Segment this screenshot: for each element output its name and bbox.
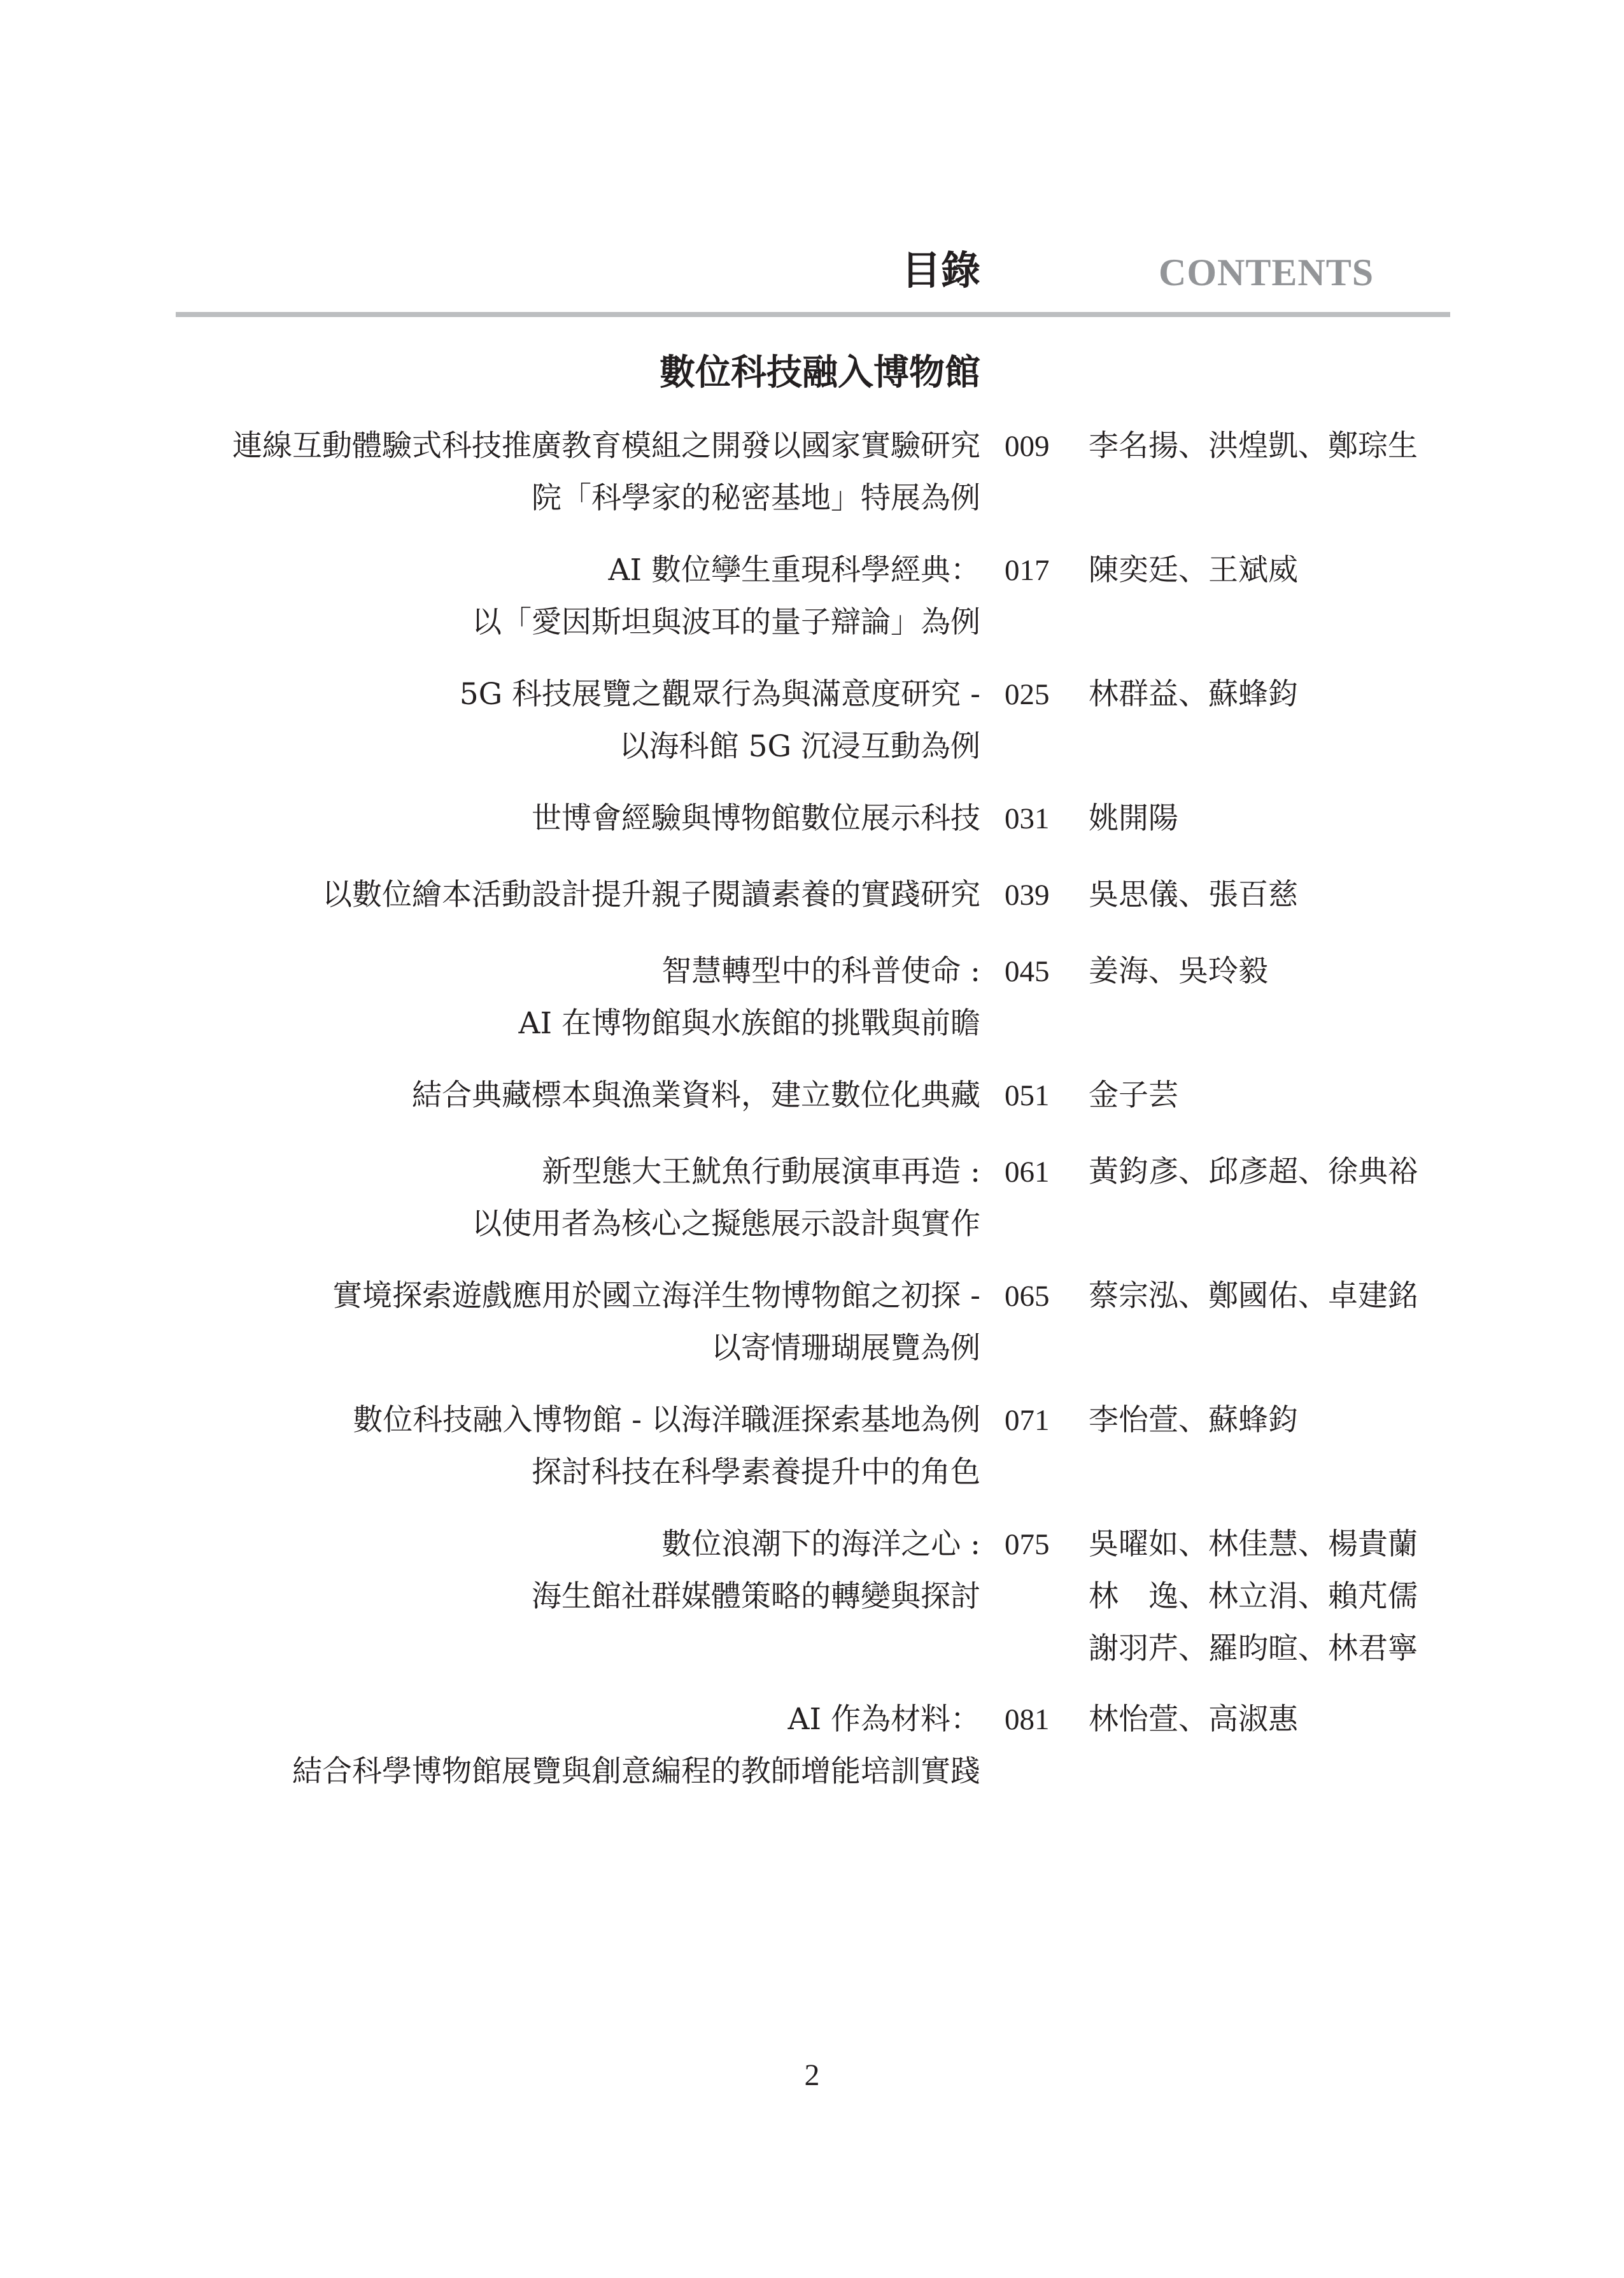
header-rule (176, 312, 1450, 317)
toc-entry-author-line: 陳奕廷、王斌威 (1089, 553, 1298, 588)
contents-title-zh: 目錄 (901, 247, 980, 294)
toc-entry-title-line: 連線互動體驗式科技推廣教育模組之開發以國家實驗研究 (232, 428, 980, 463)
toc-entry-authors (1089, 1070, 1471, 1122)
toc-entry-title-line: 院「科學家的秘密基地」特展為例 (532, 481, 980, 516)
toc-entry-authors (1089, 945, 1471, 998)
toc-entry-title (95, 1694, 980, 1798)
toc-entry-title-line: 世博會經驗與博物館數位展示科技 (532, 801, 980, 836)
toc-entry-title (95, 1270, 980, 1375)
toc-entry-title (95, 1146, 980, 1250)
toc-entry-title-line: 探討科技在科學素養提升中的角色 (532, 1455, 980, 1490)
toc-entry-author-line: 金子芸 (1089, 1078, 1178, 1113)
toc-entry[interactable] (95, 1518, 1464, 1697)
toc-entry-title-line: 5G 科技展覽之觀眾行為與滿意度研究 - (459, 677, 980, 712)
toc-entry-title (95, 793, 980, 845)
toc-entry[interactable] (95, 544, 1464, 672)
toc-entry-title-line: AI 作為材料： (787, 1702, 980, 1737)
toc-entry-authors (1089, 1694, 1471, 1746)
toc-entry-title-line: 以「愛因斯坦與波耳的量子辯論」為例 (472, 605, 980, 640)
toc-entry-authors (1089, 793, 1471, 845)
toc-entry-title-line: AI 數位孿生重現科學經典： (608, 553, 980, 588)
toc-entry-page: 071 (1005, 1404, 1050, 1437)
toc-entry-title-line: 以使用者為核心之擬態展示設計與實作 (472, 1206, 980, 1242)
toc-entry-authors (1089, 420, 1471, 472)
toc-entry-author-line: 林群益、蘇蜂鈞 (1089, 677, 1298, 712)
toc-entry-page: 017 (1005, 554, 1050, 587)
toc-entry-page: 009 (1005, 430, 1050, 463)
toc-entry-page: 025 (1005, 678, 1050, 711)
toc-entry-title (95, 669, 980, 773)
toc-entry-author-line: 林怡萱、高淑惠 (1089, 1702, 1298, 1737)
toc-entry-author-line: 黃鈞彥、邱彥超、徐典裕 (1089, 1154, 1418, 1189)
page-number: 2 (804, 2058, 820, 2092)
toc-entry-title-line: 數位科技融入博物館 - 以海洋職涯探索基地為例 (353, 1403, 980, 1438)
contents-title-en: CONTENTS (1159, 251, 1374, 294)
toc-entry[interactable] (95, 1394, 1464, 1522)
toc-entry-authors (1089, 1518, 1471, 1675)
toc-entry-title (95, 1070, 980, 1122)
toc-entry-title-line: 數位浪潮下的海洋之心 : (661, 1527, 980, 1562)
toc-entry-title-line: AI 在博物館與水族館的挑戰與前瞻 (518, 1006, 980, 1041)
toc-entry-title-line: 以寄情珊瑚展覽為例 (711, 1331, 980, 1366)
toc-entry-page: 039 (1005, 879, 1050, 912)
toc-entry-title-line: 以海科館 5G 沉浸互動為例 (619, 729, 980, 764)
toc-entry-title-line: 實境探索遊戲應用於國立海洋生物博物館之初探 - (332, 1278, 980, 1313)
toc-entry-page: 045 (1005, 955, 1050, 988)
toc-entry-title-line: 以數位繪本活動設計提升親子閱讀素養的實踐研究 (322, 877, 980, 912)
toc-entry-author-line: 林 逸、林立涓、賴芃儒 (1089, 1579, 1418, 1614)
toc-entry-author-line: 蔡宗泓、鄭國佑、卓建銘 (1089, 1278, 1418, 1313)
toc-entry-title-line: 新型態大王魷魚行動展演車再造 : (542, 1154, 980, 1189)
toc-entry-title-line: 結合科學博物館展覽與創意編程的教師增能培訓實踐 (292, 1754, 980, 1789)
toc-entry-title-line: 結合典藏標本與漁業資料，建立數位化典藏 (412, 1078, 980, 1113)
toc-entry-page: 061 (1005, 1156, 1050, 1189)
toc-entry-author-line: 吳思儀、張百慈 (1089, 877, 1298, 912)
toc-entry-authors (1089, 669, 1471, 721)
toc-entry-page: 065 (1005, 1280, 1050, 1313)
toc-entry[interactable] (95, 1146, 1464, 1273)
toc-entry-author-line: 吳曜如、林佳慧、楊貴蘭 (1089, 1527, 1418, 1562)
toc-entry-authors (1089, 869, 1471, 921)
toc-entry-authors (1089, 544, 1471, 597)
toc-entry[interactable] (95, 1694, 1464, 1821)
toc-entry-title (95, 945, 980, 1050)
toc-entry[interactable] (95, 1270, 1464, 1397)
toc-entry[interactable] (95, 420, 1464, 548)
toc-entry-author-line: 姚開陽 (1089, 801, 1178, 836)
toc-entry-authors (1089, 1146, 1471, 1198)
toc-entry-title (95, 1518, 980, 1623)
toc-entry-title (95, 420, 980, 525)
toc-entry-author-line: 謝羽芹、羅昀暄、林君寧 (1089, 1631, 1418, 1666)
toc-entry-author-line: 姜海、吳玲毅 (1089, 954, 1268, 989)
toc-entry-page: 051 (1005, 1079, 1050, 1112)
toc-entry-author-line: 李怡萱、蘇蜂鈞 (1089, 1403, 1298, 1438)
toc-entry-author-line: 李名揚、洪煌凱、鄭琮生 (1089, 428, 1418, 463)
toc-entry-title-line: 智慧轉型中的科普使命 : (661, 954, 980, 989)
toc-entry-page: 075 (1005, 1528, 1050, 1561)
toc-entry-authors (1089, 1394, 1471, 1447)
toc-entry[interactable] (95, 945, 1464, 1073)
toc-entry-page: 031 (1005, 802, 1050, 835)
toc-entry-page: 081 (1005, 1703, 1050, 1736)
toc-entry-title-line: 海生館社群媒體策略的轉變與探討 (532, 1579, 980, 1614)
toc-entry[interactable] (95, 669, 1464, 796)
toc-entry-authors (1089, 1270, 1471, 1322)
section-title: 數位科技融入博物館 (660, 351, 980, 393)
toc-entry-title (95, 869, 980, 921)
toc-entry-title (95, 544, 980, 649)
toc-entry-title (95, 1394, 980, 1499)
